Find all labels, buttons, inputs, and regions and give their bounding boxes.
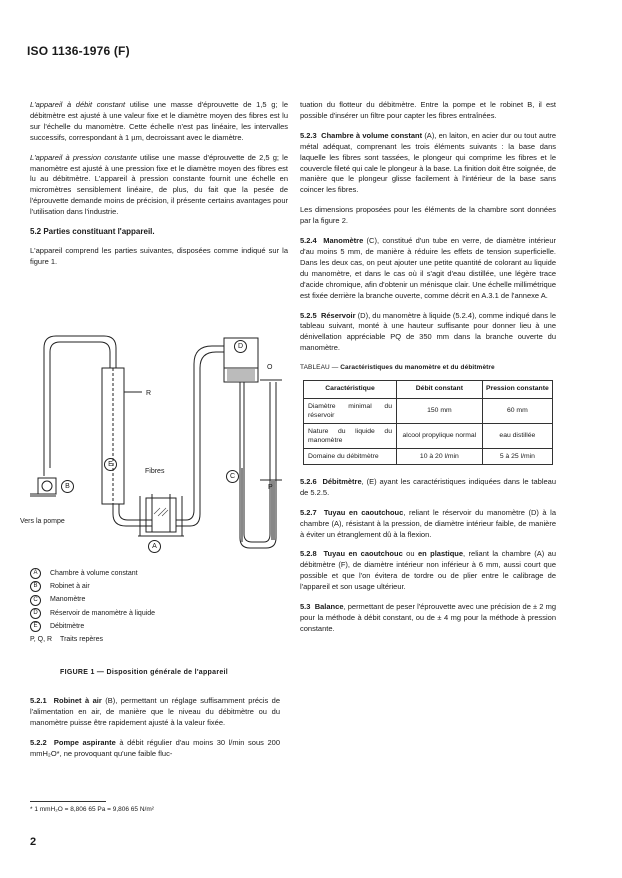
apparatus-diagram (18, 328, 288, 568)
legend-item: E Débitmètre (30, 620, 155, 633)
table-title: TABLEAU — Caractéristiques du manomètre et du débitmètre (300, 364, 495, 372)
label-B: B (61, 480, 74, 493)
section-5-2-8: 5.2.8 Tuyau en caoutchouc ou en plastique, reliant la chambre (A) au débitmètre (F), de diamètre intérieur non inférieur à 6 mm, aussi court que possible et que l'on évitera de tordre ou de plier entre le calibrage de l'appareil et son usage ultérieur. (300, 549, 556, 592)
table-cell: 150 mm (397, 398, 483, 423)
label-E: E (104, 458, 117, 471)
right-column (300, 100, 556, 644)
table-header-cell: Caractéristique (304, 381, 397, 399)
section-5-2-7: 5.2.7 Tuyau en caoutchouc, reliant le réservoir du manomètre (D) à la chambre (A), résistant à la pression, de diamètre intérieur faible, de manière à éviter un étranglement dû à la flexion. (300, 507, 556, 539)
legend-item: P, Q, R Traits repères (30, 636, 103, 644)
label-A: A (148, 540, 161, 553)
table-cell: alcool propylique normal (397, 423, 483, 448)
section-5-3: 5.3 Balance, permettant de peser l'éprouvette avec une précision de ± 2 mg pour la méthode à débit constant, ou de ± 4 mg pour la méthode à pression constante. (300, 602, 557, 633)
label-P: P (268, 484, 273, 491)
legend-item: A Chambre à volume constant (30, 567, 155, 580)
table-row (304, 423, 553, 448)
figure-legend (30, 567, 155, 646)
label-R: R (146, 390, 152, 397)
table-row (304, 448, 553, 464)
section-5-2-6: 5.2.6 Débitmètre, (E) ayant les caractéristiques indiquées dans le tableau de 5.2.5. (300, 476, 557, 497)
paragraph-continuation: tuation du flotteur du débitmètre. Entre la pompe et le robinet B, il est possible d'insérer un filtre pour capter les fibres entraînées. (300, 100, 556, 120)
label-D: D (234, 340, 247, 353)
legend-item: D Réservoir de manomètre à liquide (30, 607, 155, 620)
table-cell: Nature du liquide du manomètre (304, 423, 397, 448)
label-vers-la-pompe: Vers la pompe (20, 518, 65, 525)
table-header-cell: Pression constante (482, 381, 552, 399)
figure-1-apparatus (18, 328, 288, 568)
section-5-2-3: 5.2.3 Chambre à volume constant (A), en laiton, en acier dur ou tout autre métal adéquat, comprenant les trois éléments suivants : la base dans laquelle les fibres sont tassées, le plongeur qui comprime les fibres et le couvercle fileté qui cale le plongeur à la base. La finition doit être soignée, de manière que le plongeur glisse facilement à l'intérieur de la base sans coincer les fibres. (300, 130, 557, 195)
section-5-2-text: L'appareil comprend les parties suivantes, disposées comme indiqué sur la figure 1. (30, 245, 288, 266)
legend-item: B Robinet à air (30, 580, 155, 593)
section-5-2-4: 5.2.4 Manomètre (C), constitué d'un tube en verre, de diamètre intérieur d'au moins 5 mm, de manière à réduire les effets de tension superficielle. Dans les deux cas, on peut ajouter une petite quantité de colorant au liquide du manomètre, et dans le cas où il s'agit d'eau distillée, une légère trace d'acide chromique, afin d'obtenir un ménisque clair. Une échelle millimétrique est fixée derrière la branche ouverte, comme décrit en A.3.1 de l'annexe A. (300, 236, 556, 300)
table-cell: 60 mm (482, 398, 552, 423)
table-cell: eau distillée (482, 423, 552, 448)
section-5-2-title: 5.2 Parties constituant l'appareil. (30, 227, 155, 237)
legend-item: C Manomètre (30, 593, 155, 606)
table-row (304, 398, 553, 423)
table-cell: 10 à 20 l/min (397, 448, 483, 464)
figure-caption: FIGURE 1 — Disposition générale de l'appareil (60, 669, 229, 676)
section-5-2-2: 5.2.2 Pompe aspirante à débit régulier d'au moins 30 l/min sous 200 mmH₂O*, ne provoquant qu'une faible fluc- (30, 737, 280, 758)
paragraph-constant-flow: L'appareil à débit constant utilise une masse d'éprouvette de 1,5 g; le débitmètre est ajusté à une valeur fixe et le diamètre moyen des fibres est lu sur l'échelle du manomètre. Cette échelle n'est pas linéaire, les intervalles successifs, correspondant à 1 µm, decroissant avec le diamètre. (30, 100, 289, 142)
footnote-rule (30, 801, 106, 802)
page-header: ISO 1136-1976 (F) (27, 44, 130, 58)
characteristics-table (303, 380, 553, 465)
section-5-2-3-dims: Les dimensions proposées pour les éléments de la chambre sont données par la figure 2. (300, 205, 556, 226)
label-C: C (226, 470, 239, 483)
left-bottom-text (30, 696, 280, 769)
table-cell: Diamètre minimal du réservoir (304, 398, 397, 423)
table-cell: Domaine du débitmètre (304, 448, 397, 464)
paragraph-constant-pressure: L'appareil à pression constante utilise une masse d'éprouvette de 2,5 g; le manomètre est ajusté à une pression fixe et le diamètre moyen des fibres est lu au débitmètre. L'appareil à pression constante fournit une échelle en micromètres sensiblement linéaire, de plus, du fait que la pesée de l'éprouvette demande moins de précision, il présente certains avantages pour l'utilisation dans l'industrie. (30, 152, 288, 217)
footnote: * 1 mmH₂O = 8,806 65 Pa = 9,806 65 N/m² (30, 806, 154, 813)
section-5-2-1: 5.2.1 Robinet à air (B), permettant un réglage suffisamment précis de l'alimentation en air, de manière que le niveau du débitmètre ou du manomètre puisse être rapidement ajusté à la valeur fixée. (30, 696, 280, 727)
table-header-cell: Débit constant (397, 381, 483, 399)
label-O: O (267, 364, 273, 371)
table-header-row (304, 381, 553, 399)
page-number: 2 (30, 836, 37, 848)
table-cell: 5 à 25 l/min (482, 448, 552, 464)
left-column (30, 100, 288, 277)
label-fibres: Fibres (145, 468, 165, 475)
section-5-2-5: 5.2.5 Réservoir (D), du manomètre à liquide (5.2.4), comme indiqué dans le tableau suivant, monté à une hauteur suffisante pour donner lieu à une dénivellation appréciable PQ de 350 mm dans la branche ouverte du manomètre. (300, 310, 556, 353)
